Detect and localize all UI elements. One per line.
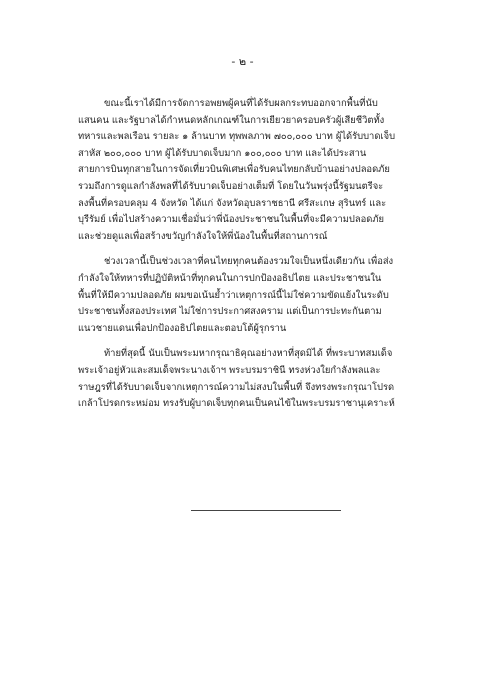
- text-line: บุรีรัมย์ เพื่อไปสร้างความเชื่อมั่นว่าพี่น้องประชาชนในพื้นที่จะมีความปลอดภัย: [78, 214, 384, 226]
- text-line: กำลังใจให้ทหารที่ปฏิบัติหน้าที่ทุกคนในการปกป้องอธิปไตย และประชาชนใน: [78, 272, 382, 284]
- text-line: เกล้าโปรดกระหม่อม ทรงรับผู้บาดเจ็บทุกคนเป็นคนไข้ในพระบรมราชานุเคราะห์: [78, 398, 395, 410]
- text-line: ลงพื้นที่ครอบคลุม 4 จังหวัด ได้แก่ จังหวัดอุบลราชธานี ศรีสะเกษ สุรินทร์ และ: [78, 197, 387, 209]
- text-line: ขณะนี้เราได้มีการจัดการอพยพผู้คนที่ได้รับผลกระทบออกจากพื้นที่นับ: [104, 98, 378, 109]
- paragraph-1: [78, 96, 416, 245]
- document-body: [78, 96, 416, 422]
- text-line: แนวชายแดนเพื่อปกป้องอธิปไตยและตอบโต้ผู้รุกราน: [78, 322, 287, 334]
- text-line: พื้นที่ให้มีความปลอดภัย ผมขอเน้นย้ำว่าเหตุการณ์นี้ไม่ใช่ความขัดแย้งในระดับ: [78, 289, 389, 301]
- closing-divider: [191, 510, 341, 511]
- text-line: ราษฎรที่ได้รับบาดเจ็บจากเหตุการณ์ความไม่สงบในพื้นที่ จึงทรงพระกรุณาโปรด: [78, 381, 395, 393]
- page-number: - ๒ -: [231, 55, 254, 68]
- text-line: สายการบินทุกสายในการจัดเที่ยวบินพิเศษเพื่อรับคนไทยกลับบ้านอย่างปลอดภัย: [78, 164, 390, 176]
- text-line: รวมถึงการดูแลกำลังพลที่ได้รับบาดเจ็บอย่างเต็มที่ โดยในวันพรุ่งนี้รัฐมนตรีจะ: [78, 180, 384, 192]
- text-line: ประชาชนทั้งสองประเทศ ไม่ใช่การประกาศสงคราม แต่เป็นการปะทะกันตาม: [78, 306, 382, 318]
- text-line: ช่วงเวลานี้เป็นช่วงเวลาที่คนไทยทุกคนต้องรวมใจเป็นหนึ่งเดียวกัน เพื่อส่ง: [104, 256, 394, 268]
- text-line: พระเจ้าอยู่หัวและสมเด็จพระนางเจ้าฯ พระบรมราชินี ทรงห่วงใยกำลังพลและ: [78, 364, 381, 376]
- text-line: ท้ายที่สุดนี้ นับเป็นพระมหากรุณาธิคุณอย่างหาที่สุดมิได้ ที่พระบาทสมเด็จ: [104, 348, 393, 360]
- paragraph-3: [78, 346, 416, 412]
- text-line: ทหารและพลเรือน รายละ ๑ ล้านบาท ทุพพลภาพ ๗๐๐,๐๐๐ บาท ผู้ได้รับบาดเจ็บ: [78, 131, 396, 143]
- text-line: แสนคน และรัฐบาลได้กำหนดหลักเกณฑ์ในการเยียวยาครอบครัวผู้เสียชีวิตทั้ง: [78, 114, 385, 126]
- text-line: และช่วยดูแลเพื่อสร้างขวัญกำลังใจให้พี่น้องในพื้นที่สถานการณ์: [78, 230, 328, 242]
- text-line: สาหัส ๒๐๐,๐๐๐ บาท ผู้ได้รับบาดเจ็บมาก ๑๐๐,๐๐๐ บาท และได้ประสาน: [78, 147, 367, 159]
- paragraph-2: [78, 254, 416, 337]
